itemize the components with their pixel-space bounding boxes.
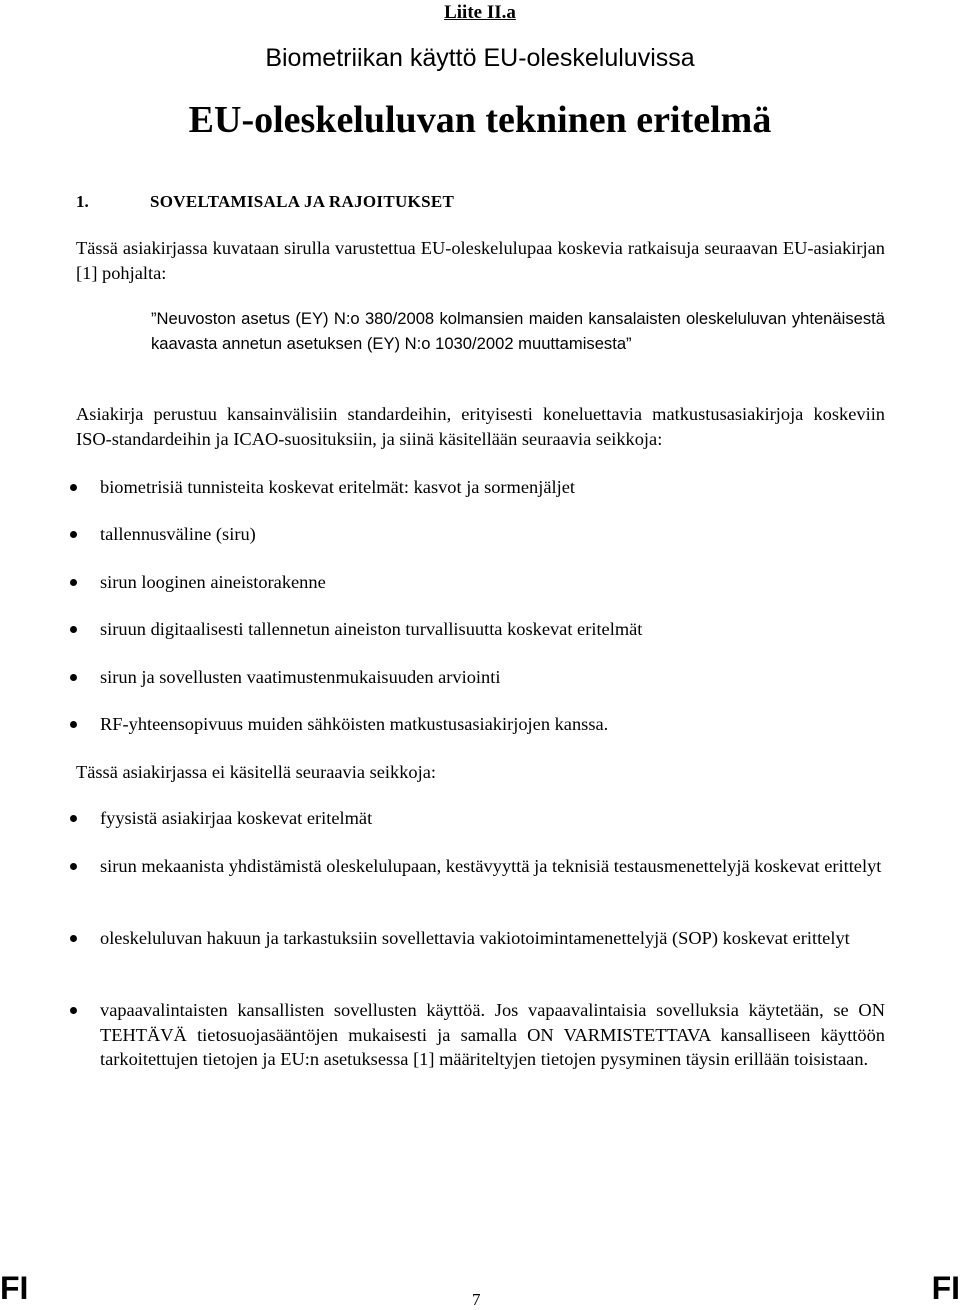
scope-paragraph: Asiakirja perustuu kansainvälisiin standardeihin, erityisesti koneluettavia matkustusasiakirjoja koskeviin ISO-standardeihin ja ICAO-suosituksiin, ja siinä käsitellään seuraavia seikkoja: [76,404,885,449]
intro-paragraph: Tässä asiakirjassa kuvataan sirulla varustettua EU-oleskelulupaa koskevia ratkaisuja seuraavan EU-asiakirjan [1] pohjalta: [76,238,885,283]
bullet-icon [70,1007,77,1014]
list-item: RF-yhteensopivuus muiden sähköisten matkustusasiakirjojen kanssa. [100,712,885,737]
exclusion-paragraph: Tässä asiakirjassa ei käsitellä seuraavia seikkoja: [76,762,437,782]
page-number: 7 [472,1290,481,1309]
list-item: tallennusväline (siru) [100,522,885,547]
bullet-icon [70,863,77,870]
section-number: 1. [76,192,89,211]
bullet-icon [70,721,77,728]
list-item: biometrisiä tunnisteita koskevat eritelmät: kasvot ja sormenjäljet [100,475,885,500]
footer-language-left: FI [0,1270,29,1306]
document-subtitle: Biometriikan käyttö EU-oleskeluluvissa [265,44,695,72]
annex-label: Liite II.a [444,2,516,23]
bullet-icon [70,579,77,586]
document-title: EU-oleskeluluvan tekninen eritelmä [188,99,772,141]
list-item: sirun ja sovellusten vaatimustenmukaisuuden arviointi [100,665,885,690]
list-item: fyysistä asiakirjaa koskevat eritelmät [100,806,885,831]
list-item: sirun looginen aineistorakenne [100,570,885,595]
bullet-icon [70,626,77,633]
bullet-icon [70,815,77,822]
section-heading [76,192,454,212]
footer-language-right: FI [931,1270,960,1306]
bullet-icon [70,484,77,491]
list-item: sirun mekaanista yhdistämistä oleskelulupaan, kestävyyttä ja teknisiä testausmenettelyjä koskevat erittelyt [100,854,885,879]
regulation-quote: ”Neuvoston asetus (EY) N:o 380/2008 kolmansien maiden kansalaisten oleskeluluvan yhtenäisestä kaavasta annetun asetuksen (EY) N:o 1030/2002 muuttamisesta” [151,309,885,353]
list-item: oleskeluluvan hakuun ja tarkastuksiin sovellettavia vakiotoimintamenettelyjä (SOP) koskevat erittelyt [100,926,885,951]
list-item: siruun digitaalisesti tallennetun aineiston turvallisuutta koskevat eritelmät [100,617,885,642]
bullet-icon [70,674,77,681]
list-item: vapaavalintaisten kansallisten sovellusten käyttöä. Jos vapaavalintaisia sovelluksia käytetään, se ON TEHTÄVÄ tietosuojasääntöjen mukaisesti ja samalla ON VARMISTETTAVA kansalliseen käyttöön tarkoitettujen tietojen ja EU:n asetuksessa [1] määriteltyjen tietojen pysyminen täysin erillään toisistaan. [100,998,885,1072]
bullet-icon [70,531,77,538]
section-title: SOVELTAMISALA JA RAJOITUKSET [150,192,455,211]
bullet-icon [70,935,77,942]
